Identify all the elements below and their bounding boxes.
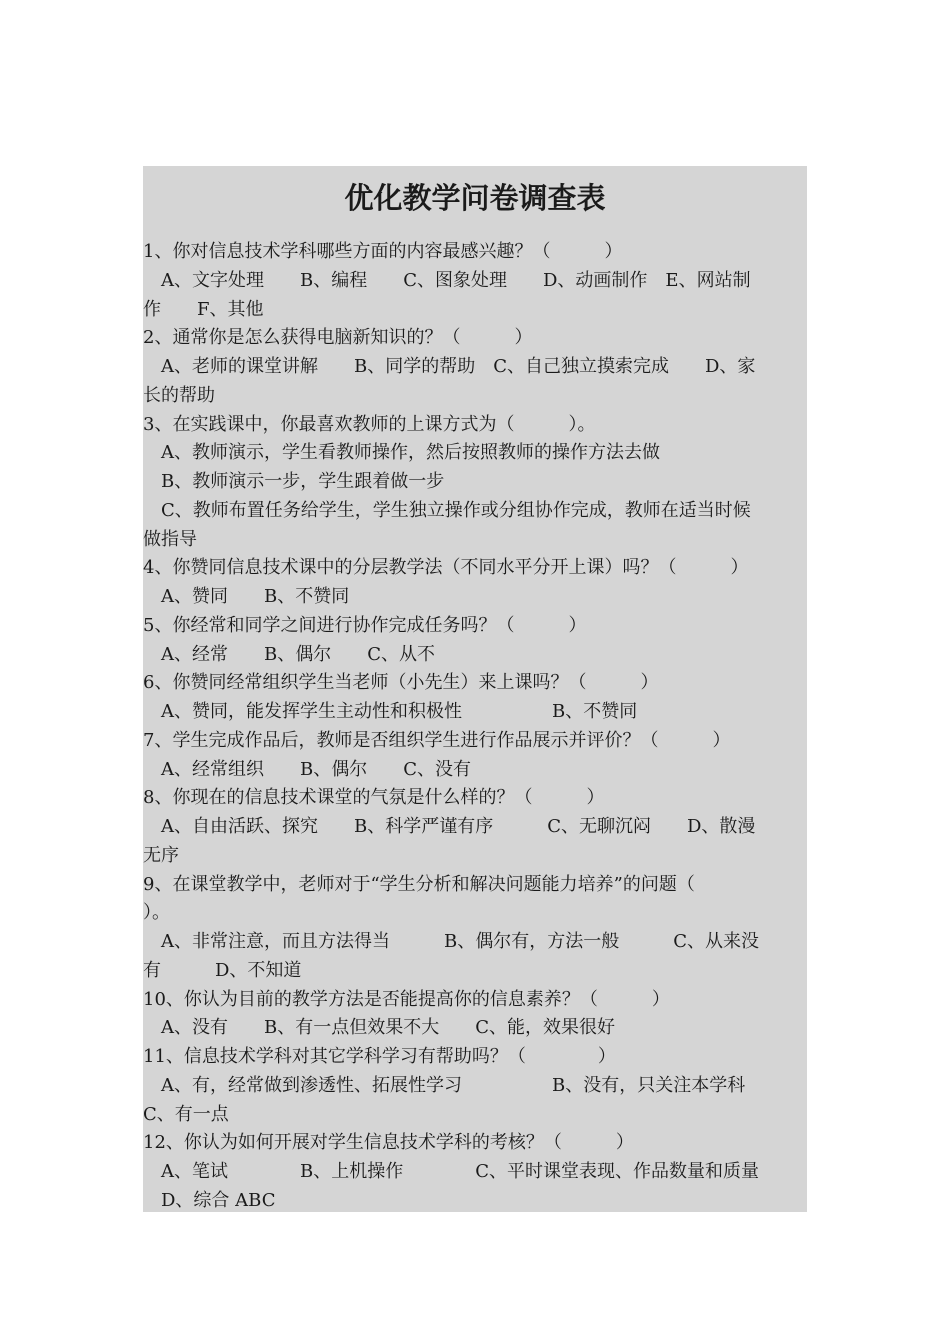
text-line: C、教师布置任务给学生，学生独立操作或分组协作完成，教师在适当时候 [143,499,751,521]
text-line: 长的帮助 [143,384,215,406]
text-line: 有 D、不知道 [143,959,302,981]
text-line: 作 F、其他 [143,298,264,320]
text-line: B、教师演示一步，学生跟着做一步 [143,471,445,492]
text-line: A、经常 B、偶尔 C、从不 [143,643,435,665]
text-line: 1、你对信息技术学科哪些方面的内容最感兴趣？（ ） [143,241,623,262]
text-line: ）。 [143,902,170,924]
text-line: C、有一点 [143,1103,229,1125]
text-line: 9、在课堂教学中，老师对于“学生分析和解决问题能力培养”的问题（ [143,873,695,895]
text-line: 2、通常你是怎么获得电脑新知识的？（ ） [143,327,533,349]
page-title: 优化教学问卷调查表 [344,181,606,215]
text-line: A、赞同 B、不赞同 [143,586,350,607]
text-line: A、笔试 B、上机操作 C、平时课堂表现、作品数量和质量 [143,1161,759,1182]
text-line: 7、学生完成作品后，教师是否组织学生进行作品展示并评价？（ ） [143,729,731,751]
text-line: 做指导 [143,528,197,550]
text-line: D、综合 ABC [143,1189,276,1211]
text-line: A、有，经常做到渗透性、拓展性学习 B、没有，只关注本学科 [143,1074,746,1096]
text-line: A、自由活跃、探究 B、科学严谨有序 C、无聊沉闷 D、散漫 [143,816,756,837]
text-line: A、赞同，能发挥学生主动性和积极性 B、不赞同 [143,701,638,722]
text-line: 6、你赞同经常组织学生当老师（小先生）来上课吗？（ ） [143,672,659,694]
text-line: 无序 [143,844,179,866]
questionnaire-sheet [143,166,807,1212]
text-line: 10、你认为目前的教学方法是否能提高你的信息素养？（ ） [143,988,670,1010]
text-line: 4、你赞同信息技术课中的分层教学法（不同水平分开上课）吗？（ ） [143,557,749,579]
text-line: 3、在实践课中，你最喜欢教师的上课方式为（ ）。 [143,413,596,435]
text-line: 11、信息技术学科对其它学科学习有帮助吗？（ ） [143,1046,616,1067]
text-line: 12、你认为如何开展对学生信息技术学科的考核？（ ） [143,1132,634,1154]
text-line: A、经常组织 B、偶尔 C、没有 [143,758,471,780]
text-line: A、文字处理 B、编程 C、图象处理 D、动画制作 E、网站制 [143,269,751,291]
text-line: A、老师的课堂讲解 B、同学的帮助 C、自己独立摸索完成 D、家 [143,356,756,377]
text-line: A、教师演示，学生看教师操作，然后按照教师的操作方法去做 [143,442,660,464]
text-line: 8、你现在的信息技术课堂的气氛是什么样的？（ ） [143,787,605,809]
text-line: 5、你经常和同学之间进行协作完成任务吗？（ ） [143,614,587,636]
text-line: A、没有 B、有一点但效果不大 C、能，效果很好 [143,1017,615,1039]
text-line: A、非常注意，而且方法得当 B、偶尔有，方法一般 C、从来没 [143,931,759,952]
